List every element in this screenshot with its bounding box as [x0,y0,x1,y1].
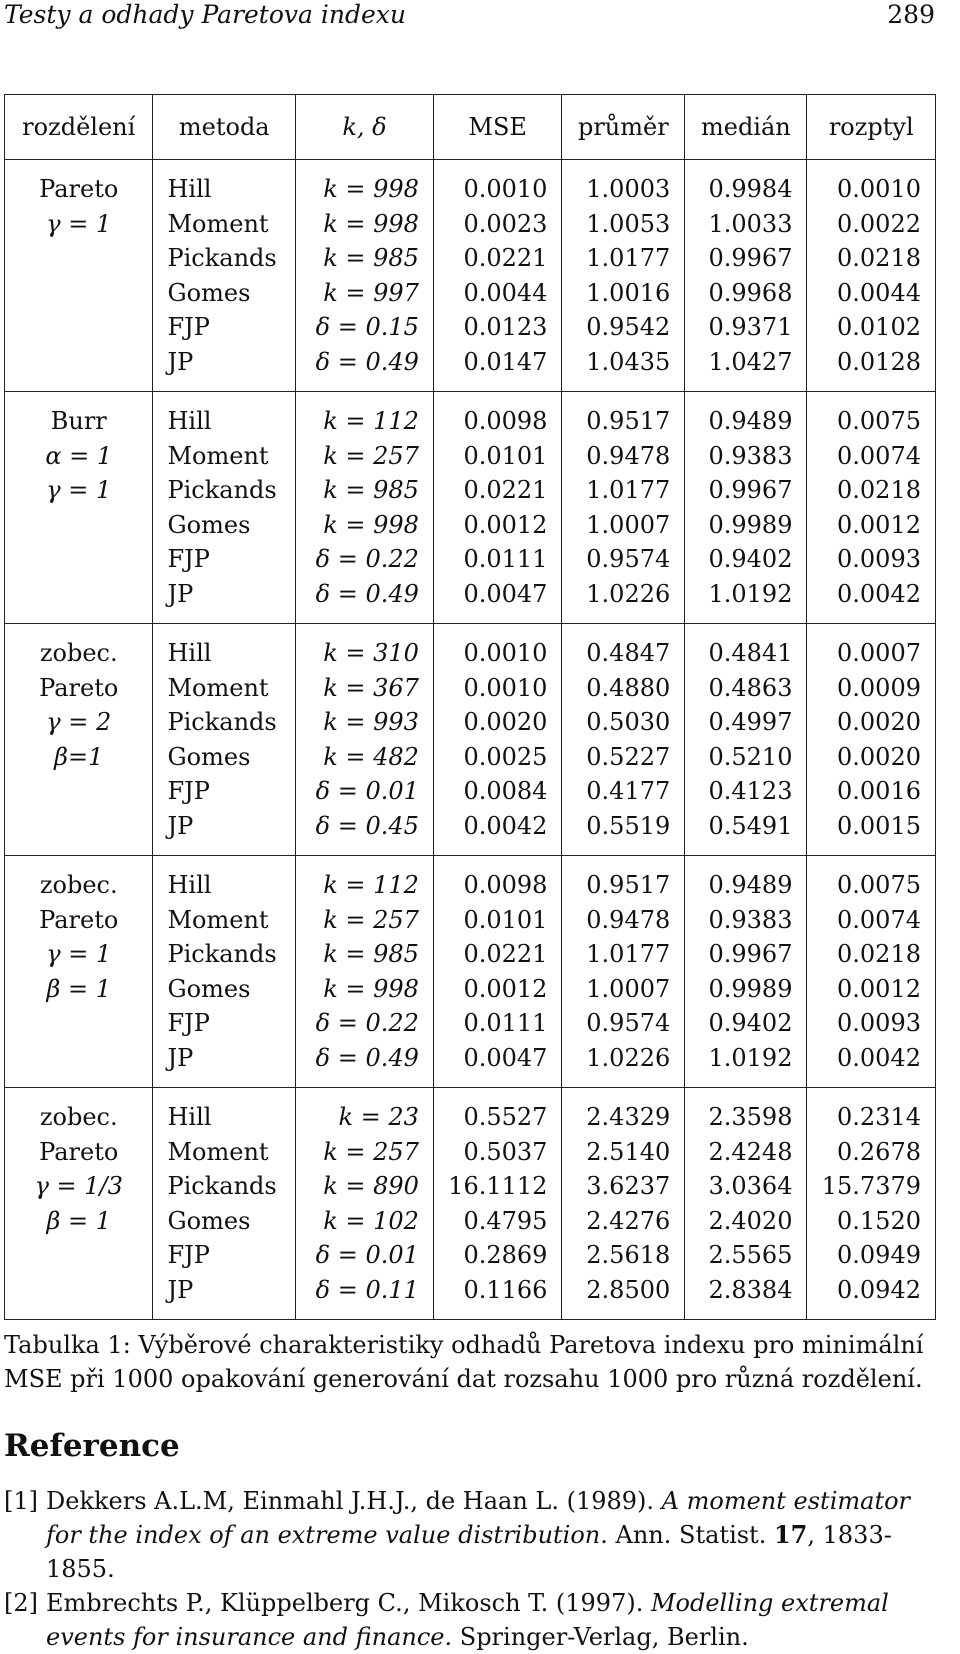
variance-cell: 0.0044 [807,276,936,311]
col-header-mean: průměr [562,95,685,160]
variance-cell: 0.0128 [807,345,936,392]
table-row [5,1204,936,1239]
param-cell: k = 367 [296,671,434,706]
col-header-mse: MSE [433,95,562,160]
table-row [5,439,936,474]
table-row [5,1238,936,1273]
col-header-variance: rozptyl [807,95,936,160]
distribution-cell: Pareto [5,160,153,207]
mean-cell: 0.9542 [562,310,685,345]
method-cell: Hill [153,1088,296,1135]
param-cell: δ = 0.45 [296,809,434,856]
col-header-method: metoda [153,95,296,160]
table-row [5,740,936,775]
mse-cell: 0.0023 [433,207,562,242]
method-cell: JP [153,577,296,624]
distribution-cell: Pareto [5,903,153,938]
table-row [5,705,936,740]
median-cell: 0.9984 [685,160,807,207]
mean-cell: 1.0007 [562,508,685,543]
param-cell: k = 23 [296,1088,434,1135]
mse-cell: 0.0012 [433,972,562,1007]
mean-cell: 1.0003 [562,160,685,207]
mean-cell: 1.0007 [562,972,685,1007]
param-cell: k = 998 [296,508,434,543]
param-cell: k = 985 [296,241,434,276]
distribution-cell: zobec. [5,1088,153,1135]
variance-cell: 0.0074 [807,439,936,474]
table-row [5,809,936,856]
median-cell: 0.9989 [685,972,807,1007]
mse-cell: 0.0147 [433,345,562,392]
median-cell: 0.9402 [685,542,807,577]
mean-cell: 1.0435 [562,345,685,392]
variance-cell: 0.0093 [807,542,936,577]
variance-cell: 0.0075 [807,856,936,903]
mse-cell: 0.0084 [433,774,562,809]
mean-cell: 2.5140 [562,1135,685,1170]
variance-cell: 0.2314 [807,1088,936,1135]
mean-cell: 0.4880 [562,671,685,706]
median-cell: 0.5210 [685,740,807,775]
param-cell: δ = 0.49 [296,1041,434,1088]
reference-item [4,1484,936,1586]
param-cell: k = 310 [296,624,434,671]
mean-cell: 1.0016 [562,276,685,311]
table-row [5,1135,936,1170]
variance-cell: 0.0093 [807,1006,936,1041]
method-cell: Pickands [153,705,296,740]
method-cell: Gomes [153,508,296,543]
method-cell: Moment [153,207,296,242]
mse-cell: 0.0101 [433,439,562,474]
median-cell: 0.9489 [685,856,807,903]
variance-cell: 0.0020 [807,705,936,740]
method-cell: FJP [153,1238,296,1273]
distribution-cell: Pareto [5,671,153,706]
table-row [5,774,936,809]
mse-cell: 0.0221 [433,937,562,972]
variance-cell: 0.0012 [807,508,936,543]
method-cell: Pickands [153,1169,296,1204]
running-header [0,0,935,38]
mean-cell: 0.4847 [562,624,685,671]
table-row [5,508,936,543]
distribution-cell: α = 1 [5,439,153,474]
mse-cell: 0.4795 [433,1204,562,1239]
variance-cell: 0.0022 [807,207,936,242]
reference-venue: Ann. Statist. [607,1521,774,1549]
table-row [5,207,936,242]
variance-cell: 0.0949 [807,1238,936,1273]
table-row [5,903,936,938]
table-row [5,1006,936,1041]
distribution-cell [5,542,153,577]
variance-cell: 0.0075 [807,392,936,439]
method-cell: Hill [153,392,296,439]
col-header-median: medián [685,95,807,160]
method-cell: FJP [153,774,296,809]
table-row [5,1169,936,1204]
distribution-group [5,1088,936,1320]
mse-cell: 0.0098 [433,856,562,903]
table-row [5,160,936,207]
mean-cell: 0.9478 [562,439,685,474]
table-row [5,473,936,508]
method-cell: JP [153,1041,296,1088]
mse-cell: 0.5037 [433,1135,562,1170]
variance-cell: 0.0218 [807,473,936,508]
param-cell: δ = 0.11 [296,1273,434,1320]
param-cell: k = 890 [296,1169,434,1204]
median-cell: 0.5491 [685,809,807,856]
table-row [5,241,936,276]
median-cell: 0.9383 [685,439,807,474]
mean-cell: 1.0177 [562,241,685,276]
method-cell: Moment [153,439,296,474]
median-cell: 1.0192 [685,577,807,624]
mse-cell: 0.0123 [433,310,562,345]
table-caption: Tabulka 1: Výběrové charakteristiky odhadů Paretova indexu pro minimální MSE při 1000 opakování generování dat rozsahu 1000 pro různá rozdělení. [4,1331,924,1393]
mean-cell: 1.0053 [562,207,685,242]
median-cell: 0.9967 [685,937,807,972]
mse-cell: 0.0098 [433,392,562,439]
mse-cell: 0.2869 [433,1238,562,1273]
median-cell: 1.0192 [685,1041,807,1088]
table-head [5,95,936,160]
mean-cell: 0.9478 [562,903,685,938]
method-cell: Moment [153,671,296,706]
distribution-cell: γ = 1 [5,937,153,972]
mean-cell: 0.9517 [562,856,685,903]
median-cell: 0.4841 [685,624,807,671]
mse-cell: 0.0047 [433,577,562,624]
param-cell: k = 985 [296,937,434,972]
mean-cell: 1.0177 [562,937,685,972]
distribution-cell [5,1273,153,1320]
mean-cell: 2.4276 [562,1204,685,1239]
table-row [5,392,936,439]
variance-cell: 0.0015 [807,809,936,856]
mse-cell: 0.0020 [433,705,562,740]
table-row [5,310,936,345]
distribution-cell [5,1041,153,1088]
mse-cell: 0.0101 [433,903,562,938]
mean-cell: 2.5618 [562,1238,685,1273]
distribution-group [5,624,936,856]
reference-text [46,1484,936,1586]
variance-cell: 0.0218 [807,241,936,276]
distribution-cell [5,774,153,809]
reference-title: Modelling extremal events for insurance and finance. [46,1589,889,1651]
param-cell: k = 482 [296,740,434,775]
param-cell: k = 112 [296,856,434,903]
method-cell: Gomes [153,1204,296,1239]
median-cell: 3.0364 [685,1169,807,1204]
mse-cell: 0.0221 [433,241,562,276]
table-row [5,671,936,706]
references-heading: Reference [4,1428,180,1464]
mean-cell: 1.0226 [562,1041,685,1088]
median-cell: 0.9371 [685,310,807,345]
distribution-cell: γ = 1/3 [5,1169,153,1204]
distribution-cell [5,310,153,345]
variance-cell: 0.2678 [807,1135,936,1170]
distribution-cell: γ = 1 [5,473,153,508]
method-cell: JP [153,809,296,856]
variance-cell: 0.0020 [807,740,936,775]
distribution-cell: β = 1 [5,1204,153,1239]
median-cell: 1.0427 [685,345,807,392]
param-cell: k = 997 [296,276,434,311]
distribution-cell: zobec. [5,856,153,903]
distribution-cell: Burr [5,392,153,439]
page-number: 289 [887,0,935,29]
results-table [4,94,936,1320]
mse-cell: 0.1166 [433,1273,562,1320]
mse-cell: 0.0010 [433,624,562,671]
reference-authors: Embrechts P., Klüppelberg C., Mikosch T. (1997). [46,1589,651,1617]
table-row [5,276,936,311]
variance-cell: 0.0016 [807,774,936,809]
table-row [5,577,936,624]
method-cell: Gomes [153,972,296,1007]
mse-cell: 0.0012 [433,508,562,543]
median-cell: 2.4248 [685,1135,807,1170]
table-row [5,542,936,577]
median-cell: 0.9967 [685,473,807,508]
mse-cell: 0.0221 [433,473,562,508]
method-cell: Moment [153,903,296,938]
col-header-param: k, δ [296,95,434,160]
param-cell: k = 257 [296,439,434,474]
mean-cell: 0.9517 [562,392,685,439]
param-cell: k = 985 [296,473,434,508]
method-cell: JP [153,345,296,392]
median-cell: 0.4997 [685,705,807,740]
method-cell: Hill [153,856,296,903]
variance-cell: 0.0218 [807,937,936,972]
reference-number: [2] [4,1589,38,1617]
distribution-cell [5,577,153,624]
method-cell: Hill [153,160,296,207]
median-cell: 2.4020 [685,1204,807,1239]
mean-cell: 2.4329 [562,1088,685,1135]
distribution-group [5,160,936,392]
variance-cell: 0.0009 [807,671,936,706]
median-cell: 2.8384 [685,1273,807,1320]
mean-cell: 0.9574 [562,1006,685,1041]
table-row [5,1088,936,1135]
table-row [5,624,936,671]
table-row [5,856,936,903]
reference-number: [1] [4,1487,38,1515]
median-cell: 2.3598 [685,1088,807,1135]
method-cell: JP [153,1273,296,1320]
variance-cell: 15.7379 [807,1169,936,1204]
mean-cell: 0.9574 [562,542,685,577]
mean-cell: 3.6237 [562,1169,685,1204]
variance-cell: 0.0042 [807,1041,936,1088]
mean-cell: 0.5519 [562,809,685,856]
method-cell: Hill [153,624,296,671]
variance-cell: 0.0010 [807,160,936,207]
running-title: Testy a odhady Paretova indexu [4,0,406,29]
table-row [5,937,936,972]
param-cell: k = 112 [296,392,434,439]
mean-cell: 0.5030 [562,705,685,740]
table-row [5,1273,936,1320]
reference-volume: 17 [773,1520,808,1549]
col-header-distribution: rozdělení [5,95,153,160]
distribution-cell [5,1006,153,1041]
distribution-cell [5,1238,153,1273]
distribution-cell [5,345,153,392]
param-cell: k = 257 [296,1135,434,1170]
references-list [4,1484,936,1654]
method-cell: FJP [153,542,296,577]
param-cell: δ = 0.01 [296,774,434,809]
distribution-cell: zobec. [5,624,153,671]
median-cell: 0.9968 [685,276,807,311]
median-cell: 0.4863 [685,671,807,706]
distribution-cell [5,241,153,276]
distribution-cell: β = 1 [5,972,153,1007]
distribution-cell: γ = 1 [5,207,153,242]
method-cell: FJP [153,1006,296,1041]
distribution-cell: β=1 [5,740,153,775]
median-cell: 0.9989 [685,508,807,543]
mse-cell: 16.1112 [433,1169,562,1204]
mean-cell: 0.5227 [562,740,685,775]
median-cell: 0.9967 [685,241,807,276]
table-row [5,345,936,392]
distribution-cell [5,809,153,856]
median-cell: 0.9402 [685,1006,807,1041]
header-row [5,95,936,160]
variance-cell: 0.0074 [807,903,936,938]
method-cell: FJP [153,310,296,345]
param-cell: k = 998 [296,972,434,1007]
mean-cell: 2.8500 [562,1273,685,1320]
reference-pages: , 1833-1855. [46,1521,892,1583]
method-cell: Gomes [153,276,296,311]
mean-cell: 1.0177 [562,473,685,508]
variance-cell: 0.0007 [807,624,936,671]
method-cell: Pickands [153,241,296,276]
param-cell: δ = 0.22 [296,1006,434,1041]
table-row [5,972,936,1007]
param-cell: δ = 0.49 [296,577,434,624]
param-cell: δ = 0.22 [296,542,434,577]
method-cell: Pickands [153,473,296,508]
param-cell: δ = 0.01 [296,1238,434,1273]
mse-cell: 0.0111 [433,1006,562,1041]
distribution-cell [5,276,153,311]
mse-cell: 0.0010 [433,671,562,706]
distribution-group [5,392,936,624]
distribution-group [5,856,936,1088]
mse-cell: 0.0111 [433,542,562,577]
param-cell: δ = 0.49 [296,345,434,392]
table-row [5,1041,936,1088]
mse-cell: 0.0025 [433,740,562,775]
mse-cell: 0.0042 [433,809,562,856]
distribution-cell: γ = 2 [5,705,153,740]
median-cell: 0.9489 [685,392,807,439]
median-cell: 0.4123 [685,774,807,809]
variance-cell: 0.0012 [807,972,936,1007]
mse-cell: 0.0047 [433,1041,562,1088]
mse-cell: 0.5527 [433,1088,562,1135]
distribution-cell [5,508,153,543]
distribution-cell: Pareto [5,1135,153,1170]
method-cell: Gomes [153,740,296,775]
median-cell: 2.5565 [685,1238,807,1273]
param-cell: k = 102 [296,1204,434,1239]
param-cell: k = 993 [296,705,434,740]
reference-title: A moment estimator for the index of an extreme value distribution. [46,1487,911,1549]
reference-authors: Dekkers A.L.M, Einmahl J.H.J., de Haan L. (1989). [46,1487,662,1515]
variance-cell: 0.0942 [807,1273,936,1320]
median-cell: 1.0033 [685,207,807,242]
mse-cell: 0.0010 [433,160,562,207]
param-cell: k = 257 [296,903,434,938]
param-cell: δ = 0.15 [296,310,434,345]
variance-cell: 0.0042 [807,577,936,624]
param-cell: k = 998 [296,160,434,207]
mean-cell: 0.4177 [562,774,685,809]
variance-cell: 0.1520 [807,1204,936,1239]
variance-cell: 0.0102 [807,310,936,345]
param-cell: k = 998 [296,207,434,242]
method-cell: Pickands [153,937,296,972]
reference-venue: Springer-Verlag, Berlin. [452,1623,749,1651]
mean-cell: 1.0226 [562,577,685,624]
median-cell: 0.9383 [685,903,807,938]
mse-cell: 0.0044 [433,276,562,311]
method-cell: Moment [153,1135,296,1170]
